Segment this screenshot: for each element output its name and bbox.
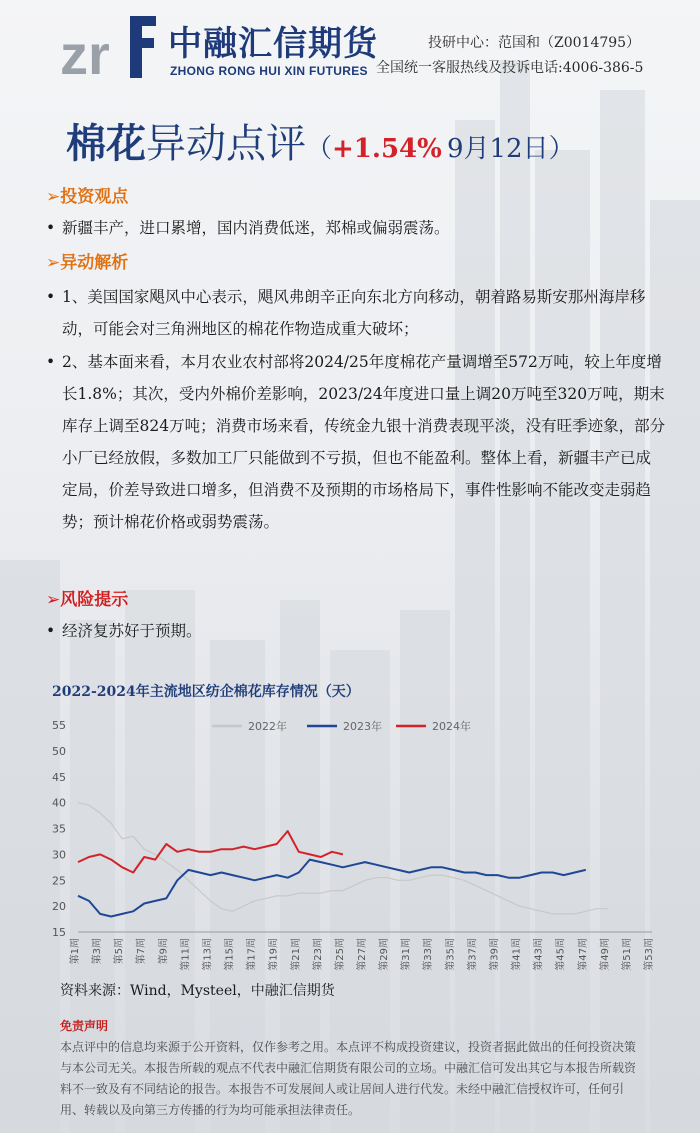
- x-tick-label: 第3周: [92, 938, 104, 965]
- inventory-line-chart: [0, 700, 700, 980]
- title-change-percent: +1.54%: [332, 134, 442, 164]
- legend-label: 2024年: [432, 720, 471, 733]
- x-tick-label: 第5周: [114, 938, 126, 965]
- view-paragraph: [46, 212, 666, 244]
- x-tick-label: 第23周: [312, 938, 324, 971]
- title-subtitle: 异动点评: [146, 121, 306, 167]
- legend-label: 2023年: [343, 720, 382, 733]
- x-tick-label: 第27周: [357, 938, 368, 971]
- analysis-text-2: 2、基本面来看，本月农业农村部将2024/25年度棉花产量调增至572万吨，较上年度增长1.8%；其次，受内外棉价差影响，2023/24年度进口量上调20万吨至320万吨，期末库存上调至824万吨；消费市场来看，传统金九银十消费表现平淡，没有旺季迹象，部分小厂已经放假，多数加工厂只能做到不亏损，但也不能盈利。整体上看，新疆丰产已成定局，价差导致进口增多，但消费不及预期的市场格局下，事件性影响不能改变走弱趋势；预计棉花价格或弱势震荡。: [62, 353, 666, 531]
- series-line-2023年: [78, 860, 586, 917]
- x-tick-label: 第47周: [577, 938, 589, 971]
- x-tick-label: 第31周: [401, 938, 413, 971]
- x-tick-label: 第7周: [136, 938, 148, 965]
- x-tick-label: 第29周: [379, 938, 391, 971]
- risk-heading-label: 风险提示: [60, 590, 129, 610]
- svg-text:zr: zr: [60, 23, 110, 80]
- disclaimer-text: 本点评中的信息均来源于公开资料，仅作参考之用。本点评不构成投资建议，投资者据此做出的任何投资决策与本公司无关。本报告所载的观点不代表中融汇信期货有限公司的立场。中融汇信可发出其它与本报告所载资料不一致及有不同结论的报告。本报告不可发展间人或让居间人进行代发。未经中融汇信授权许可，任何引用、转载以及向第三方传播的行为均可能承担法律责任。: [60, 1040, 637, 1117]
- company-logo: [60, 12, 160, 80]
- section-heading-view: [46, 182, 128, 207]
- chart-title: 2022-2024年主流地区纺企棉花库存情况（天）: [52, 684, 360, 700]
- analysis-text-1: 1、美国国家飓风中心表示，飓风弗朗辛正向东北方向移动，朝着路易斯安那州海岸移动，可能会对三角洲地区的棉花作物造成重大破坏；: [62, 288, 646, 338]
- x-tick-label: 第15周: [224, 938, 236, 971]
- x-tick-label: 第11周: [180, 938, 192, 971]
- x-tick-label: 第9周: [158, 938, 170, 965]
- y-tick-label: 50: [52, 744, 66, 758]
- x-tick-label: 第13周: [202, 938, 214, 971]
- data-source: 资料来源：Wind，Mysteel，中融汇信期货: [60, 983, 335, 999]
- x-tick-label: 第21周: [290, 938, 302, 971]
- y-tick-label: 55: [52, 719, 66, 732]
- x-tick-label: 第41周: [511, 938, 523, 971]
- arrow-icon: ➢: [46, 187, 61, 207]
- logo-chinese-name: 中融汇信期货: [168, 25, 378, 63]
- bullet-icon: •: [46, 353, 56, 371]
- x-tick-label: 第49周: [599, 938, 611, 971]
- x-tick-label: 第17周: [246, 938, 258, 971]
- x-tick-label: 第45周: [555, 938, 567, 971]
- x-tick-label: 第33周: [423, 938, 435, 971]
- view-text: 新疆丰产，进口累增，国内消费低迷，郑棉或偏弱震荡。: [62, 219, 450, 237]
- y-tick-label: 30: [52, 848, 66, 862]
- legend-label: 2022年: [248, 720, 287, 733]
- arrow-icon: ➢: [46, 253, 61, 273]
- y-tick-label: 15: [52, 926, 66, 939]
- x-tick-label: 第35周: [445, 938, 457, 971]
- bullet-icon: •: [46, 622, 56, 640]
- y-tick-label: 25: [52, 874, 66, 888]
- analysis-paragraph-2: [46, 346, 666, 538]
- title-date: 9月12日）: [446, 134, 575, 164]
- x-tick-label: 第53周: [644, 938, 655, 971]
- title-paren: （: [306, 134, 333, 164]
- risk-text: 经济复苏好于预期。: [62, 622, 202, 640]
- y-tick-label: 40: [52, 796, 66, 810]
- analysis-heading-label: 异动解析: [60, 253, 129, 273]
- disclaimer-title: 免责声明: [60, 1019, 109, 1033]
- bullet-icon: •: [46, 219, 56, 237]
- x-tick-label: 第51周: [621, 938, 633, 971]
- x-tick-label: 第19周: [268, 938, 280, 971]
- research-center-info: 投研中心：范国和（Z0014795）: [428, 35, 641, 51]
- hotline-info: 全国统一客服热线及投诉电话:4006-386-5: [376, 60, 644, 76]
- y-tick-label: 20: [52, 900, 66, 914]
- x-tick-label: 第43周: [533, 938, 545, 971]
- analysis-paragraph-1: [46, 281, 666, 345]
- section-heading-analysis: [46, 248, 128, 273]
- bullet-icon: •: [46, 288, 56, 306]
- y-tick-label: 35: [52, 822, 66, 836]
- title-commodity: 棉花: [66, 120, 146, 167]
- section-heading-risk: [46, 585, 128, 610]
- x-tick-label: 第39周: [489, 938, 501, 971]
- page-title: [66, 112, 575, 169]
- view-heading-label: 投资观点: [60, 187, 129, 207]
- x-tick-label: 第37周: [467, 938, 479, 971]
- logo-english-name: ZHONG RONG HUI XIN FUTURES: [170, 64, 368, 78]
- arrow-icon: ➢: [46, 590, 61, 610]
- x-tick-label: 第25周: [334, 938, 346, 971]
- y-tick-label: 45: [52, 770, 66, 784]
- risk-paragraph: [46, 615, 666, 647]
- x-tick-label: 第1周: [70, 938, 81, 965]
